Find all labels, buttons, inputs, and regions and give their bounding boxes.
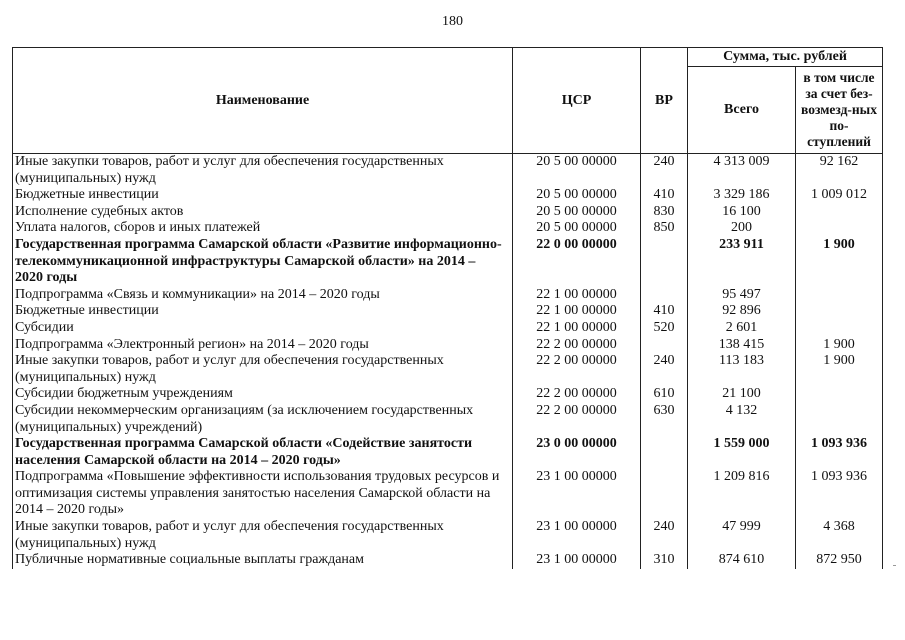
row-free: 872 950: [796, 552, 883, 569]
row-total: 874 610: [688, 552, 796, 569]
scan-speck: [893, 565, 896, 566]
row-csr: 22 2 00 00000: [513, 386, 641, 403]
row-vr: [641, 469, 688, 519]
row-name: Подпрограмма «Повышение эффективности использования трудовых ресурсов и оптимизация системы управления занятостью населения Самарской области на 2014 – 2020 годы»: [13, 469, 513, 519]
row-vr: [641, 337, 688, 354]
row-vr: 240: [641, 353, 688, 386]
table-row: [13, 320, 883, 337]
row-name: Публичные нормативные социальные выплаты гражданам: [13, 552, 513, 569]
row-vr: 830: [641, 204, 688, 221]
row-free: 1 900: [796, 353, 883, 386]
table-row: [13, 337, 883, 354]
row-vr: 240: [641, 519, 688, 552]
row-vr: 240: [641, 154, 688, 188]
row-csr: 22 2 00 00000: [513, 337, 641, 354]
row-csr: 22 2 00 00000: [513, 353, 641, 386]
row-free: [796, 320, 883, 337]
table-row: [13, 353, 883, 386]
row-csr: 22 1 00 00000: [513, 303, 641, 320]
row-csr: 20 5 00 00000: [513, 187, 641, 204]
row-free: 4 368: [796, 519, 883, 552]
row-csr: 22 1 00 00000: [513, 287, 641, 304]
row-csr: 23 1 00 00000: [513, 519, 641, 552]
table-row: [13, 204, 883, 221]
row-total: 233 911: [688, 237, 796, 287]
table-body: [13, 154, 883, 569]
row-free: [796, 220, 883, 237]
header-sum-group: Сумма, тыс. рублей: [688, 48, 883, 67]
row-vr: 630: [641, 403, 688, 436]
row-free: 92 162: [796, 154, 883, 188]
table-row: [13, 403, 883, 436]
header-name: Наименование: [13, 48, 513, 154]
row-vr: 410: [641, 303, 688, 320]
row-total: 2 601: [688, 320, 796, 337]
table-row: [13, 187, 883, 204]
row-total: 3 329 186: [688, 187, 796, 204]
row-total: 95 497: [688, 287, 796, 304]
row-csr: 23 1 00 00000: [513, 552, 641, 569]
table-row: [13, 386, 883, 403]
table-row: [13, 519, 883, 552]
table-row: [13, 552, 883, 569]
row-total: 113 183: [688, 353, 796, 386]
budget-table: [12, 47, 883, 569]
row-vr: 410: [641, 187, 688, 204]
header-vr: ВР: [641, 48, 688, 154]
row-name: Бюджетные инвестиции: [13, 303, 513, 320]
row-free: [796, 403, 883, 436]
row-free: 1 093 936: [796, 436, 883, 469]
row-name: Иные закупки товаров, работ и услуг для обеспечения государственных (муниципальных) нужд: [13, 353, 513, 386]
row-free: [796, 287, 883, 304]
row-free: 1 900: [796, 337, 883, 354]
page-number: 180: [442, 14, 463, 29]
row-csr: 23 0 00 00000: [513, 436, 641, 469]
header-csr: ЦСР: [513, 48, 641, 154]
table-row: [13, 436, 883, 469]
table-row: [13, 220, 883, 237]
row-free: [796, 303, 883, 320]
table-row: [13, 237, 883, 287]
header-total: Всего: [688, 67, 796, 154]
row-total: 200: [688, 220, 796, 237]
row-name: Субсидии некоммерческим организациям (за исключением государственных (муниципальных) учреждений): [13, 403, 513, 436]
row-csr: 20 5 00 00000: [513, 204, 641, 221]
row-total: 16 100: [688, 204, 796, 221]
row-csr: 22 1 00 00000: [513, 320, 641, 337]
row-name: Субсидии бюджетным учреждениям: [13, 386, 513, 403]
row-name: Уплата налогов, сборов и иных платежей: [13, 220, 513, 237]
header-free: в том числе за счет без-возмезд-ных по-ступлений: [796, 67, 883, 154]
row-free: 1 900: [796, 237, 883, 287]
row-name: Государственная программа Самарской области «Содействие занятости населения Самарской области на 2014 – 2020 годы»: [13, 436, 513, 469]
row-vr: [641, 436, 688, 469]
row-name: Бюджетные инвестиции: [13, 187, 513, 204]
row-csr: 20 5 00 00000: [513, 154, 641, 188]
row-total: 92 896: [688, 303, 796, 320]
row-free: [796, 386, 883, 403]
row-free: [796, 204, 883, 221]
row-total: 4 313 009: [688, 154, 796, 188]
row-csr: 23 1 00 00000: [513, 469, 641, 519]
row-total: 1 209 816: [688, 469, 796, 519]
row-total: 47 999: [688, 519, 796, 552]
row-name: Иные закупки товаров, работ и услуг для обеспечения государственных (муниципальных) нужд: [13, 154, 513, 188]
table-row: [13, 303, 883, 320]
row-total: 4 132: [688, 403, 796, 436]
row-total: 1 559 000: [688, 436, 796, 469]
table-row: [13, 154, 883, 188]
row-csr: 22 2 00 00000: [513, 403, 641, 436]
row-csr: 22 0 00 00000: [513, 237, 641, 287]
row-vr: [641, 287, 688, 304]
row-csr: 20 5 00 00000: [513, 220, 641, 237]
row-name: Иные закупки товаров, работ и услуг для обеспечения государственных (муниципальных) нужд: [13, 519, 513, 552]
row-total: 138 415: [688, 337, 796, 354]
row-name: Подпрограмма «Электронный регион» на 2014 – 2020 годы: [13, 337, 513, 354]
row-name: Государственная программа Самарской области «Развитие информационно-телекоммуникационной инфраструктуры Самарской области» на 2014 – 2020 годы: [13, 237, 513, 287]
table-row: [13, 469, 883, 519]
row-name: Субсидии: [13, 320, 513, 337]
row-vr: [641, 237, 688, 287]
row-vr: 310: [641, 552, 688, 569]
row-name: Подпрограмма «Связь и коммуникации» на 2014 – 2020 годы: [13, 287, 513, 304]
row-total: 21 100: [688, 386, 796, 403]
row-vr: 610: [641, 386, 688, 403]
table-row: [13, 287, 883, 304]
row-free: 1 093 936: [796, 469, 883, 519]
row-vr: 850: [641, 220, 688, 237]
row-free: 1 009 012: [796, 187, 883, 204]
row-vr: 520: [641, 320, 688, 337]
row-name: Исполнение судебных актов: [13, 204, 513, 221]
